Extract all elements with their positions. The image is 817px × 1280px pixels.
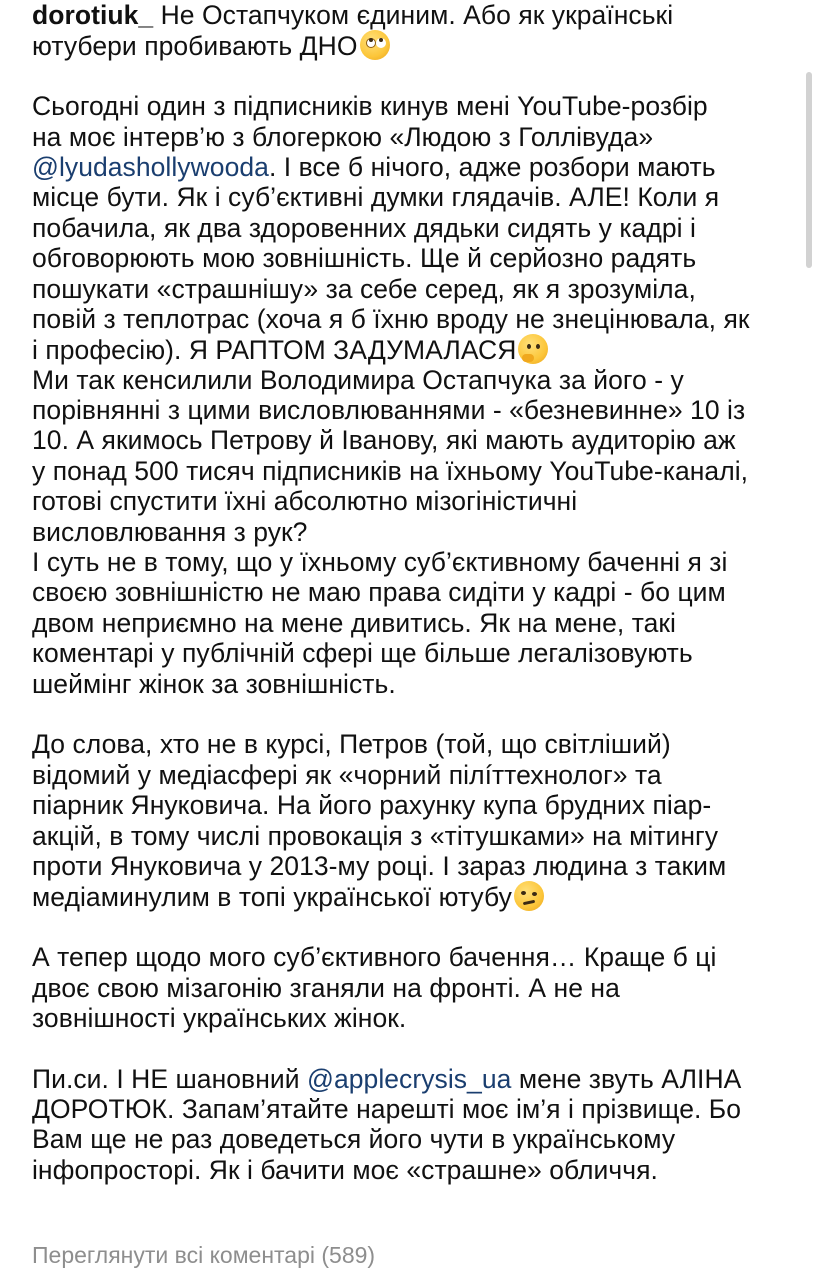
caption-line: До слова, хто не в курсі, Петров (той, що світліший)	[32, 729, 671, 760]
caption-line: коментарі у публічній сфері ще більше легалізовують	[32, 638, 693, 669]
caption-line: проти Януковича у 2013-му році. І зараз людина з таким	[32, 850, 727, 881]
caption-title-line	[32, 0, 802, 30]
thinking-face-icon	[518, 334, 548, 364]
caption-title-text-2: ютубери пробивають ДНО	[32, 31, 358, 62]
caption-line: порівнянні з цими висловлюваннями - «безневинне» 10 із	[32, 395, 746, 426]
scrollbar-thumb[interactable]	[806, 72, 812, 268]
caption-line: двом неприємно на мене дивитись. Як на мене, такі	[32, 607, 676, 638]
caption-line: акцій, в тому числі провокація з «тітушками» на мітингу	[32, 820, 719, 851]
caption-line: готові спустити їхні абсолютно мізогіністичні	[32, 486, 578, 517]
caption-line	[32, 334, 802, 364]
caption-line: двоє свою мізагонію зганяли на фронті. А не на	[32, 972, 620, 1003]
caption-line: своєю зовнішністю не маю права сидіти у кадрі - бо цим	[32, 577, 726, 608]
username-link[interactable]: dorotiuk_	[32, 0, 154, 30]
caption-text: . І все б нічого, адже розбори мають	[268, 151, 716, 182]
blank-line	[32, 61, 802, 91]
caption-line: повій з теплотрас (хоча я б їхню вроду не знецінювала, як	[32, 303, 750, 334]
mention-applecrysis-link[interactable]: @applecrysis_ua	[307, 1063, 512, 1094]
caption-text: Пи.си. І НЕ шановний	[32, 1063, 307, 1094]
caption-line: піарник Януковича. На його рахунку купа брудних піар-	[32, 790, 712, 821]
caption-line: на моє інтерв’ю з блогеркою «Людою з Голлівуда»	[32, 121, 654, 152]
caption-line	[32, 881, 802, 911]
woozy-face-icon	[514, 881, 544, 911]
caption-line: інфопросторі. Як і бачити моє «страшне» обличчя.	[32, 1154, 658, 1185]
caption-line: зовнішності українських жінок.	[32, 1002, 407, 1033]
caption-text: мене звуть АЛІНА	[511, 1063, 742, 1094]
blank-line	[32, 1033, 802, 1063]
mention-lyudashollywooda-link[interactable]: @lyudashollywooda	[32, 151, 269, 182]
caption-text: медіаминулим в топі української ютубу	[32, 882, 512, 913]
caption-line: ДОРОТЮК. Запам’ятайте нарешті моє ім’я і прізвище. Бо	[32, 1094, 742, 1125]
blank-line	[32, 912, 802, 942]
caption-line: побачила, як два здоровенних дядьки сидять у кадрі і	[32, 212, 696, 243]
caption-line: у понад 500 тисяч підписників на їхньому YouTube-каналі,	[32, 455, 749, 486]
caption-line: висловлювання з рук?	[32, 516, 308, 547]
caption-line: місце бути. Як і суб’єктивні думки глядачів. АЛЕ! Коли я	[32, 182, 720, 213]
caption-line: шеймінг жінок за зовнішність.	[32, 668, 396, 699]
face-with-rolling-eyes-icon	[360, 30, 390, 60]
caption-line: А тепер щодо мого суб’єктивного бачення… Краще б ці	[32, 942, 717, 973]
caption-line: І суть не в тому, що у їхньому суб’єктивному баченні я зі	[32, 547, 728, 578]
blank-line	[32, 699, 802, 729]
caption-line: пошукати «страшнішу» за себе серед, як я зрозуміла,	[32, 273, 696, 304]
caption-line: обговорюють мою зовнішність. Ще й серйозно радять	[32, 243, 697, 274]
caption-line: 10. А якимось Петрову й Іванову, які мають аудиторію аж	[32, 425, 736, 456]
caption-line	[32, 152, 802, 182]
caption-title-text: Не Остапчуком єдиним. Або як українські	[153, 0, 674, 30]
caption-title-line-2	[32, 30, 802, 60]
caption-line: Сьогодні один з підписників кинув мені YouTube-розбір	[32, 91, 708, 122]
caption-line: Ми так кенсилили Володимира Остапчука за його - у	[32, 364, 684, 395]
caption-line	[32, 1064, 802, 1094]
post-caption	[32, 0, 802, 1185]
caption-line: Вам ще не раз доведеться його чути в українському	[32, 1124, 676, 1155]
caption-text: і професію). Я РАПТОМ ЗАДУМАЛАСЯ	[32, 335, 517, 366]
caption-line: відомий у медіасфері як «чорний пілíттехнолог» та	[32, 759, 662, 790]
view-all-comments-link[interactable]: Переглянути всі коментарі (589)	[32, 1242, 376, 1268]
